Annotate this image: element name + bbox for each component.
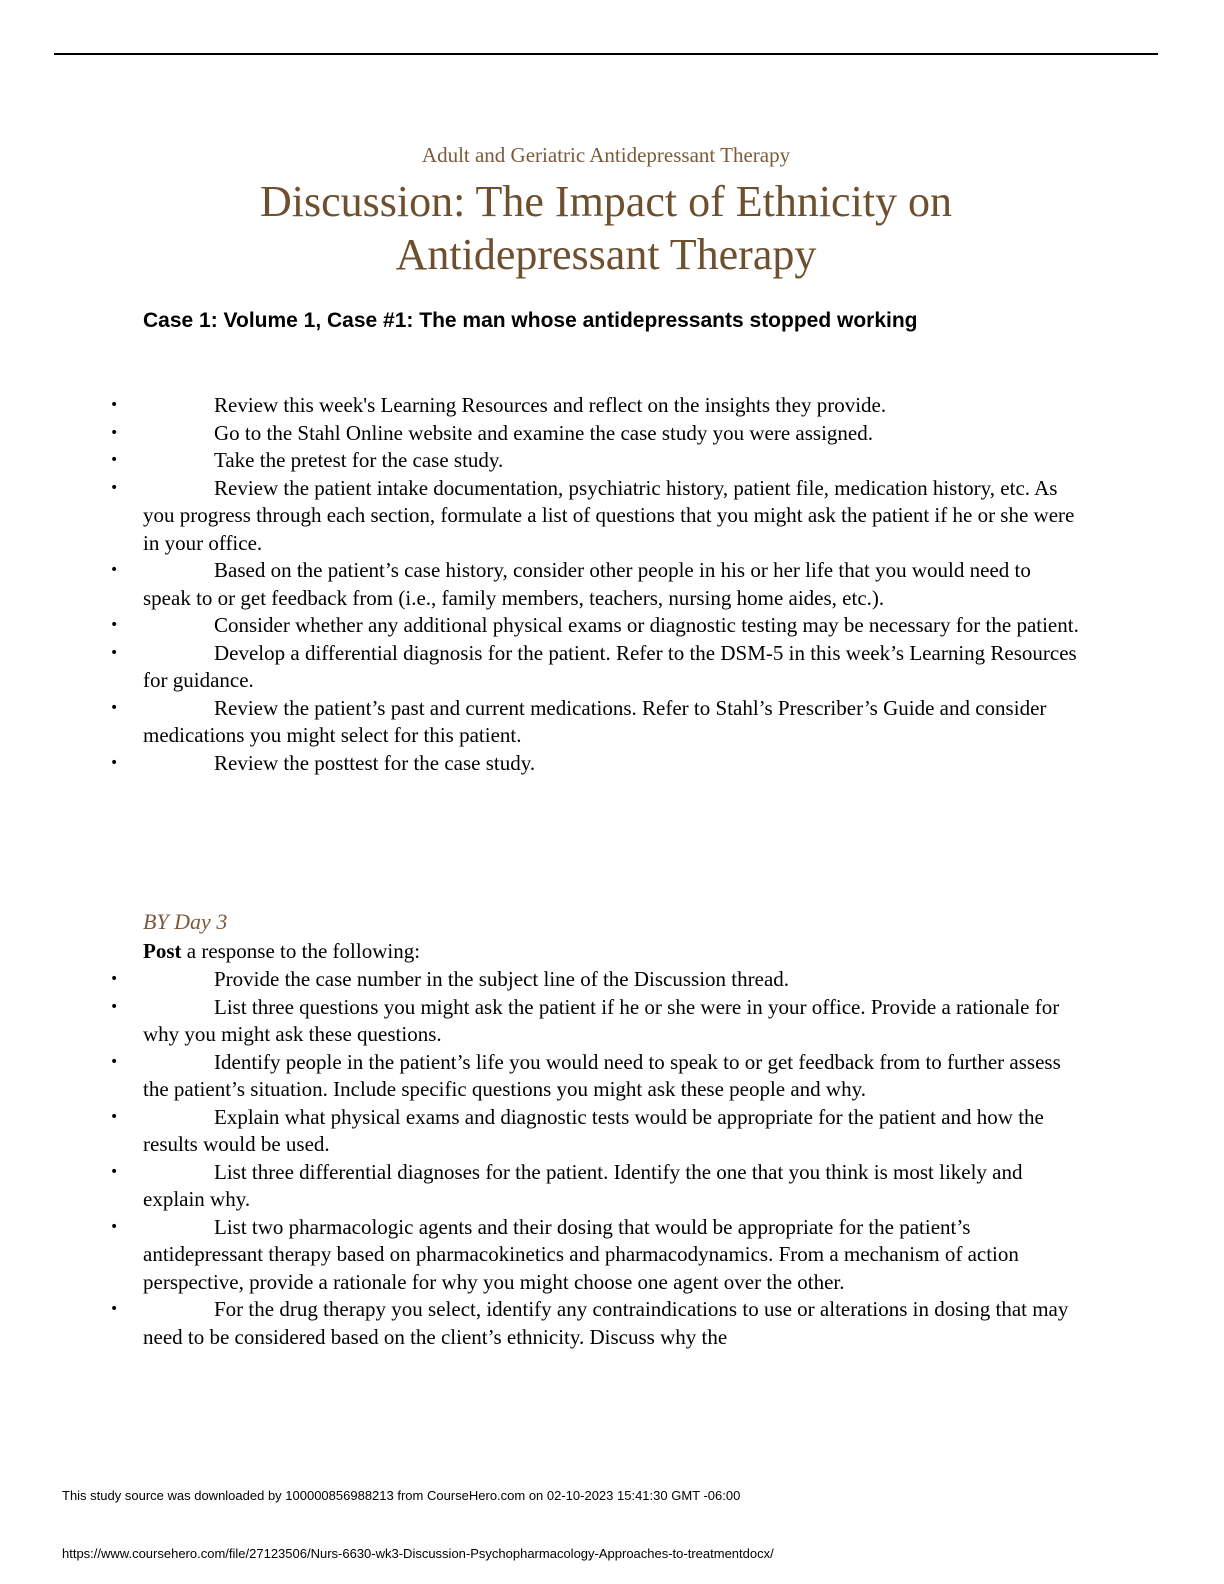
- list-item-text: For the drug therapy you select, identify any contraindications to use or alterations in dosing that may need to be considered based on the client’s ethnicity. Discuss why the: [143, 1297, 1069, 1349]
- case-heading: Case 1: Volume 1, Case #1: The man whose antidepressants stopped working: [143, 309, 918, 332]
- document-title: [0, 175, 1212, 281]
- list-item-text: Review this week's Learning Resources and reflect on the insights they provide.: [214, 393, 887, 417]
- bullet-icon: •: [110, 1163, 119, 1180]
- download-source-note: This study source was downloaded by 100000856988213 from CourseHero.com on 02-10-2023 15:41:30 GMT -06:00: [62, 1488, 741, 1503]
- document-title-line-1: Discussion: The Impact of Ethnicity on: [259, 177, 953, 226]
- list-item: [110, 475, 1083, 558]
- bullet-icon: •: [110, 1218, 119, 1235]
- list-item-text: List three questions you might ask the patient if he or she were in your office. Provide a rationale for why you might ask these questions.: [143, 994, 1060, 1046]
- list-item: [110, 695, 1083, 750]
- list-item: [110, 612, 1083, 640]
- list-item: [110, 1104, 1083, 1159]
- list-item-text: Take the pretest for the case study.: [214, 448, 504, 472]
- list-item-text: Explain what physical exams and diagnostic tests would be appropriate for the patient and how the results would be used.: [143, 1104, 1044, 1156]
- list-item-text: Go to the Stahl Online website and examine the case study you were assigned.: [214, 420, 873, 445]
- list-item: [110, 1049, 1083, 1104]
- source-url: https://www.coursehero.com/file/27123506/Nurs-6630-wk3-Discussion-Psychopharmacology-Approaches-to-treatmentdocx/: [62, 1546, 774, 1561]
- list-item: [110, 557, 1083, 612]
- list-item: [110, 447, 1083, 475]
- document-title-line-2: Antidepressant Therapy: [395, 230, 817, 279]
- bullet-icon: •: [110, 971, 119, 987]
- bullet-icon: •: [110, 998, 119, 1015]
- list-item: [110, 1159, 1083, 1214]
- list-item-text: Develop a differential diagnosis for the patient. Refer to the DSM-5 in this week’s Learning Resources for guidance.: [143, 640, 1077, 692]
- bullet-icon: •: [110, 424, 119, 441]
- list-item: [110, 420, 1083, 448]
- list-item-text: List two pharmacologic agents and their dosing that would be appropriate for the patient’s antidepressant therapy based on pharmacokinetics and pharmacodynamics. From a mechanism of action perspective, provide a rationale for why you might choose one agent over the other.: [143, 1214, 1019, 1294]
- bullet-icon: •: [110, 562, 119, 578]
- bullet-icon: •: [110, 617, 119, 633]
- list-item: [110, 640, 1083, 695]
- bullet-icon: •: [110, 452, 119, 468]
- list-item-text: Review the posttest for the case study.: [214, 750, 536, 775]
- post-bold-label: Post: [143, 939, 182, 963]
- list-item-text: Provide the case number in the subject line of the Discussion thread.: [214, 967, 790, 991]
- document-subheading: Adult and Geriatric Antidepressant Therapy: [421, 143, 791, 167]
- post-instruction: [143, 939, 420, 964]
- bullet-icon: •: [110, 644, 119, 661]
- bullet-icon: •: [110, 1108, 119, 1125]
- bullet-icon: •: [110, 699, 119, 716]
- list-item-text: Based on the patient’s case history, consider other people in his or her life that you would need to speak to or get feedback from (i.e., family members, teachers, nursing home aides, etc.).: [143, 558, 1031, 610]
- list-item-text: Review the patient intake documentation, psychiatric history, patient file, medication history, etc. As you progress through each section, formulate a list of questions that you might ask the patient if he or she were in your office.: [143, 475, 1075, 555]
- bullet-icon: •: [110, 479, 119, 496]
- post-requirements-list: [110, 966, 1083, 1351]
- list-item: [110, 750, 1083, 778]
- list-item: [110, 994, 1083, 1049]
- instructions-list: [110, 392, 1083, 777]
- top-horizontal-rule: [54, 53, 1158, 55]
- list-item: [110, 1296, 1083, 1351]
- by-day-heading: BY Day 3: [143, 909, 228, 934]
- bullet-icon: •: [110, 397, 119, 413]
- post-instruction-text: a response to the following:: [181, 939, 421, 963]
- list-item-text: Consider whether any additional physical exams or diagnostic testing may be necessary for the patient.: [214, 613, 1079, 637]
- list-item-text: Review the patient’s past and current medications. Refer to Stahl’s Prescriber’s Guide and consider medications you might select for this patient.: [143, 695, 1047, 747]
- list-item: [110, 966, 1083, 994]
- bullet-icon: •: [110, 1053, 119, 1070]
- list-item-text: Identify people in the patient’s life you would need to speak to or get feedback from to further assess the patient’s situation. Include specific questions you might ask these people and why.: [143, 1049, 1061, 1101]
- bullet-icon: •: [110, 1301, 119, 1317]
- bullet-icon: •: [110, 754, 119, 771]
- list-item-text: List three differential diagnoses for the patient. Identify the one that you think is most likely and explain why.: [143, 1159, 1023, 1211]
- list-item: [110, 1214, 1083, 1297]
- list-item: [110, 392, 1083, 420]
